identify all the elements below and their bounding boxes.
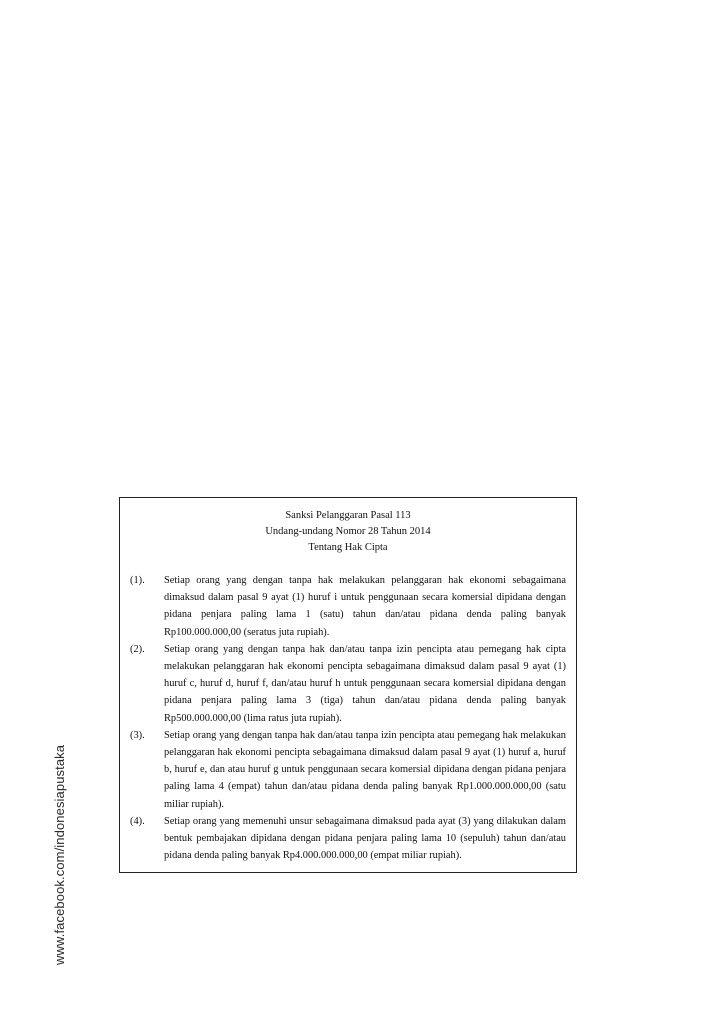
notice-title: Sanksi Pelanggaran Pasal 113 bbox=[285, 510, 411, 521]
clause-item bbox=[130, 813, 566, 865]
clause-number: (1). bbox=[130, 575, 145, 586]
clause-number: (4). bbox=[130, 815, 145, 827]
notice-heading bbox=[130, 508, 566, 556]
notice-subject: Tentang Hak Cipta bbox=[308, 542, 388, 553]
clause-item bbox=[130, 727, 566, 813]
clause-item bbox=[130, 641, 566, 727]
clause-item bbox=[130, 572, 566, 641]
clause-list bbox=[130, 572, 566, 864]
clause-number: (2). bbox=[130, 643, 145, 655]
notice-law-reference: Undang-undang Nomor 28 Tahun 2014 bbox=[265, 526, 431, 537]
clause-number: (3). bbox=[130, 729, 145, 741]
clause-text: Setiap orang yang dengan tanpa hak melakukan pelanggaran hak ekonomi sebagaimana dimaksud dalam pasal 9 ayat (1) huruf i untuk penggunaan secara komersial dipidana dengan pidana penjara paling lama 1 (satu) tahun dan/atau pidana denda paling banyak Rp100.000.000,00 (seratus juta rupiah). bbox=[164, 575, 566, 638]
side-watermark-url: www.facebook.com/indonesiapustaka bbox=[52, 744, 67, 965]
copyright-sanction-box bbox=[119, 497, 577, 873]
clause-text: Setiap orang yang dengan tanpa hak dan/atau tanpa izin pencipta atau pemegang hak cipta melakukan pelanggaran hak ekonomi pencipta sebagaimana dimaksud dalam pasal 9 ayat (1) huruf c, huruf d, huruf f, dan/atau huruf h untuk penggunaan secara komersial dipidana dengan pidana penjara paling lama 3 (tiga) tahun dan/atau pidana denda paling banyak Rp500.000.000,00 (lima ratus juta rupiah). bbox=[164, 643, 566, 724]
clause-text: Setiap orang yang memenuhi unsur sebagaimana dimaksud pada ayat (3) yang dilakukan dalam bentuk pembajakan dipidana dengan pidana penjara paling lama 10 (sepuluh) tahun dan/atau pidana denda paling banyak Rp4.000.000.000,00 (empat miliar rupiah). bbox=[164, 815, 566, 862]
clause-text: Setiap orang yang dengan tanpa hak dan/atau tanpa izin pencipta atau pemegang hak melakukan pelanggaran hak ekonomi pencipta sebagaimana dimaksud dalam pasal 9 ayat (1) huruf a, huruf b, huruf e, dan atau huruf g untuk penggunaan secara komersial dipidana dengan pidana penjara paling lama 4 (empat) tahun dan/atau pidana denda paling banyak Rp1.000.000.000,00 (satu miliar rupiah). bbox=[164, 729, 566, 810]
